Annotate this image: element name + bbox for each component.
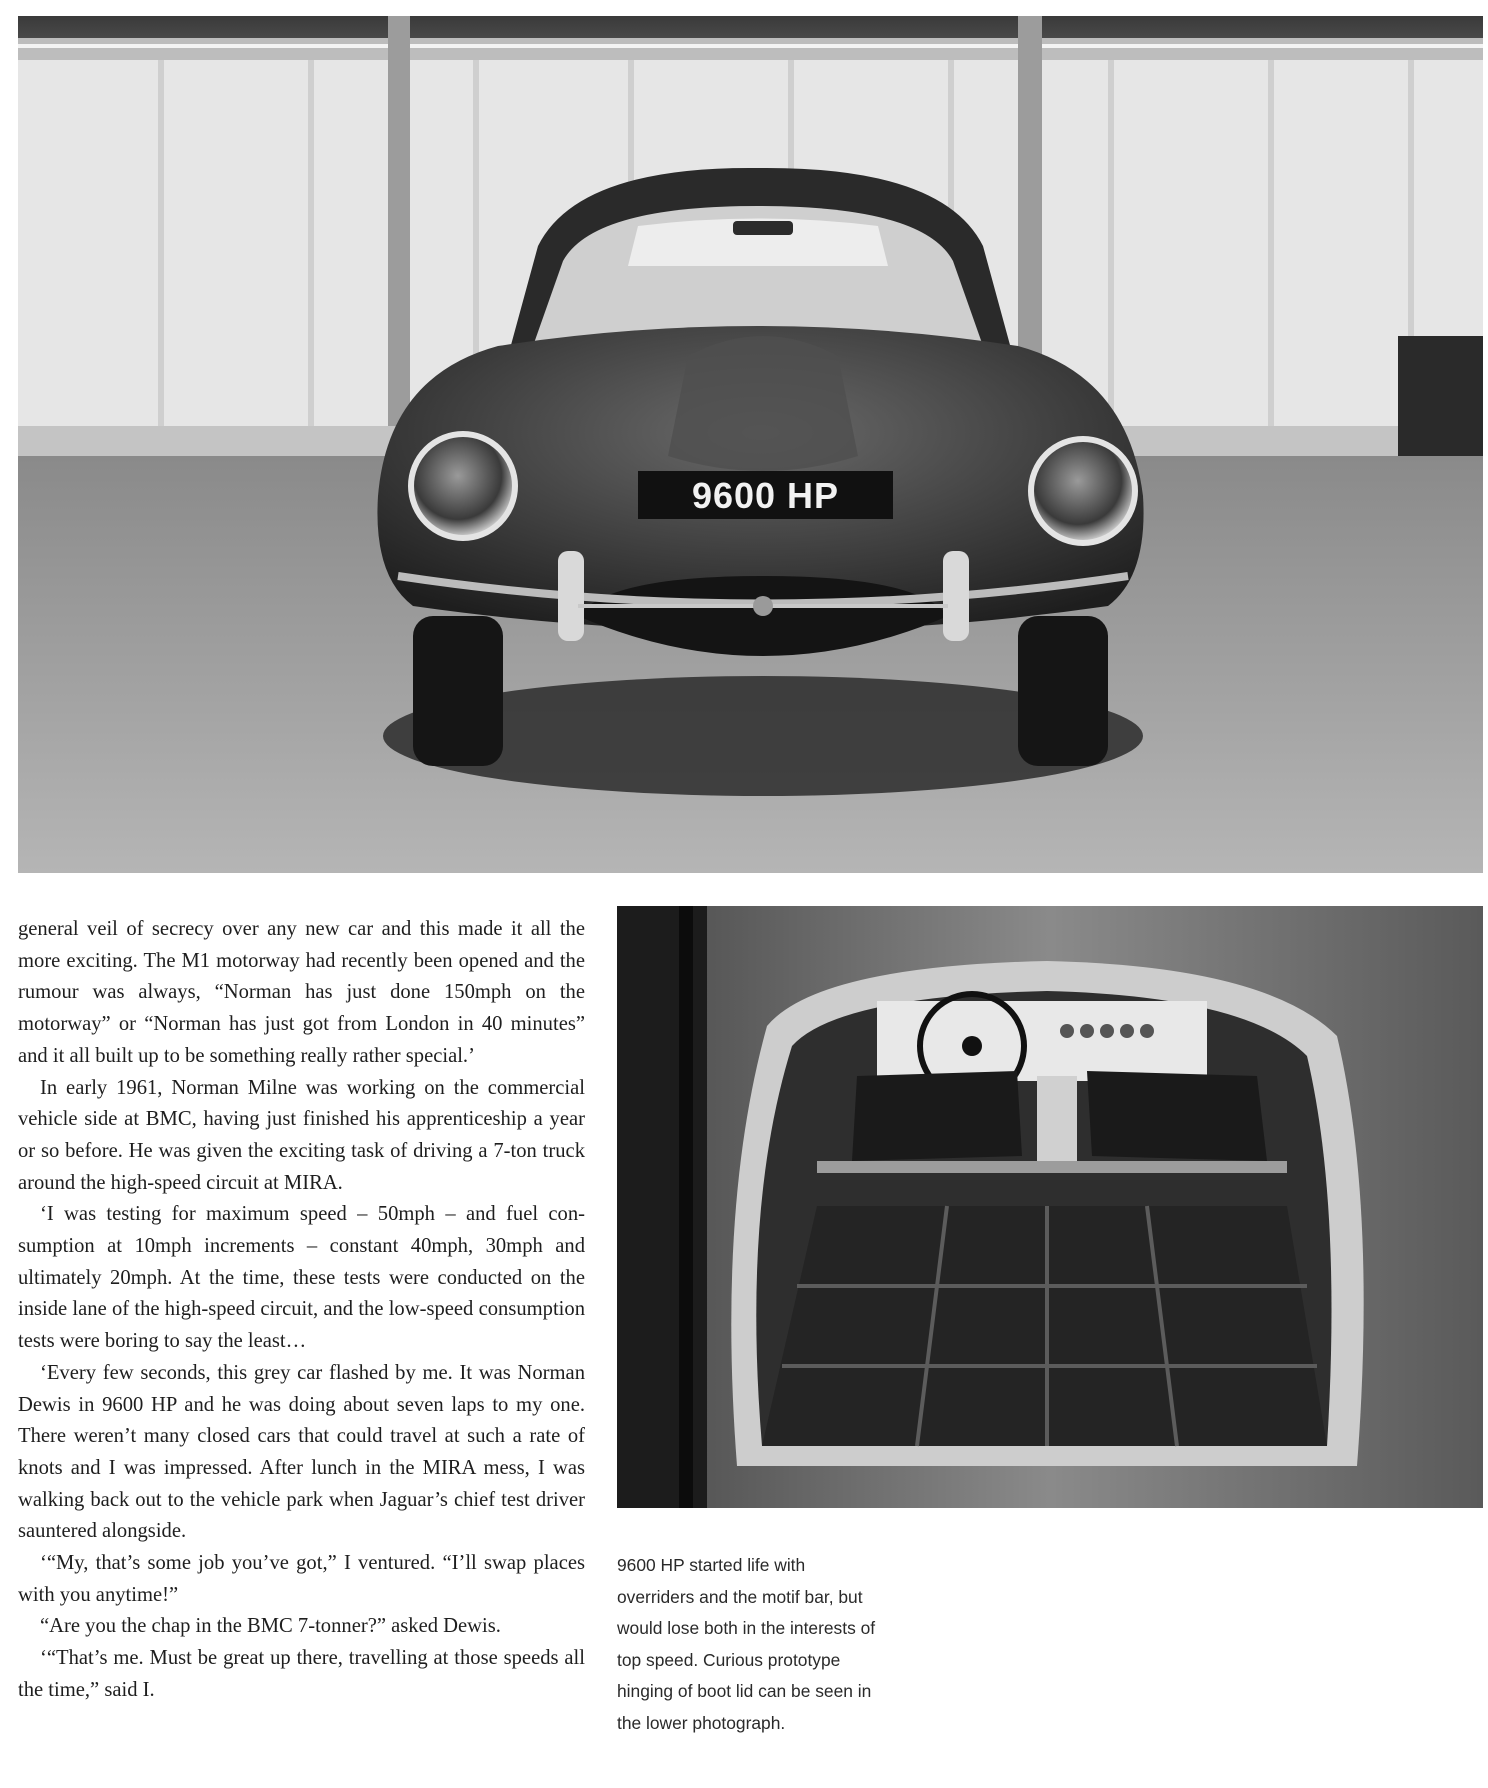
photo-car-boot-interior <box>617 906 1483 1508</box>
photo-caption: 9600 HP started life with overriders and the motif bar, but would lose both in the interests of top speed. Curious prototype hinging of boot lid can be seen in the lower photograph. <box>617 1555 876 1733</box>
article-paragraph: ‘I was testing for maximum speed – 50mph – and fuel consumption at 10mph increments – constant 40mph, 30mph and ultimately 20mph. At the time, these tests were conducted on the inside lane of the high-speed circuit, and the low-speed consumption tests were boring to say the least… <box>18 1203 585 1353</box>
article-paragraph: “Are you the chap in the BMC 7-tonner?” asked Dewis. <box>40 1615 501 1638</box>
article-paragraph: ‘“That’s me. Must be great up there, travelling at those speeds all the time,” said I. <box>18 1647 585 1701</box>
article-body <box>18 914 585 1707</box>
photo-car-front <box>18 16 1483 873</box>
article-paragraph: general veil of secrecy over any new car and this made it all the more exciting. The M1 motorway had recently been opened and the rumour was always, “Norman has just done 150mph on the motorway” or “Norman has just got from London in 40 minutes” and it all built up to be something really rather special.’ <box>18 918 585 1067</box>
article-paragraph: ‘“My, that’s some job you’ve got,” I ventured. “I’ll swap places with you anytime!” <box>18 1552 585 1606</box>
article-paragraph: In early 1961, Norman Milne was working on the commercial vehicle side at BMC, having just finished his apprenticeship a year or so before. He was given the exciting task of driving a 7-ton truck around the high-speed circuit at MIRA. <box>18 1076 585 1194</box>
number-plate-text: 9600 HP <box>691 475 840 516</box>
article-paragraph: ‘Every few seconds, this grey car flashed by me. It was Norman Dewis in 9600 HP and he was doing about seven laps to my one. There weren’t many closed cars that could travel at such a rate of knots and I was impressed. After lunch in the MIRA mess, I was walking back out to the vehicle park when Jaguar’s chief test driver sauntered alongside. <box>18 1361 585 1543</box>
